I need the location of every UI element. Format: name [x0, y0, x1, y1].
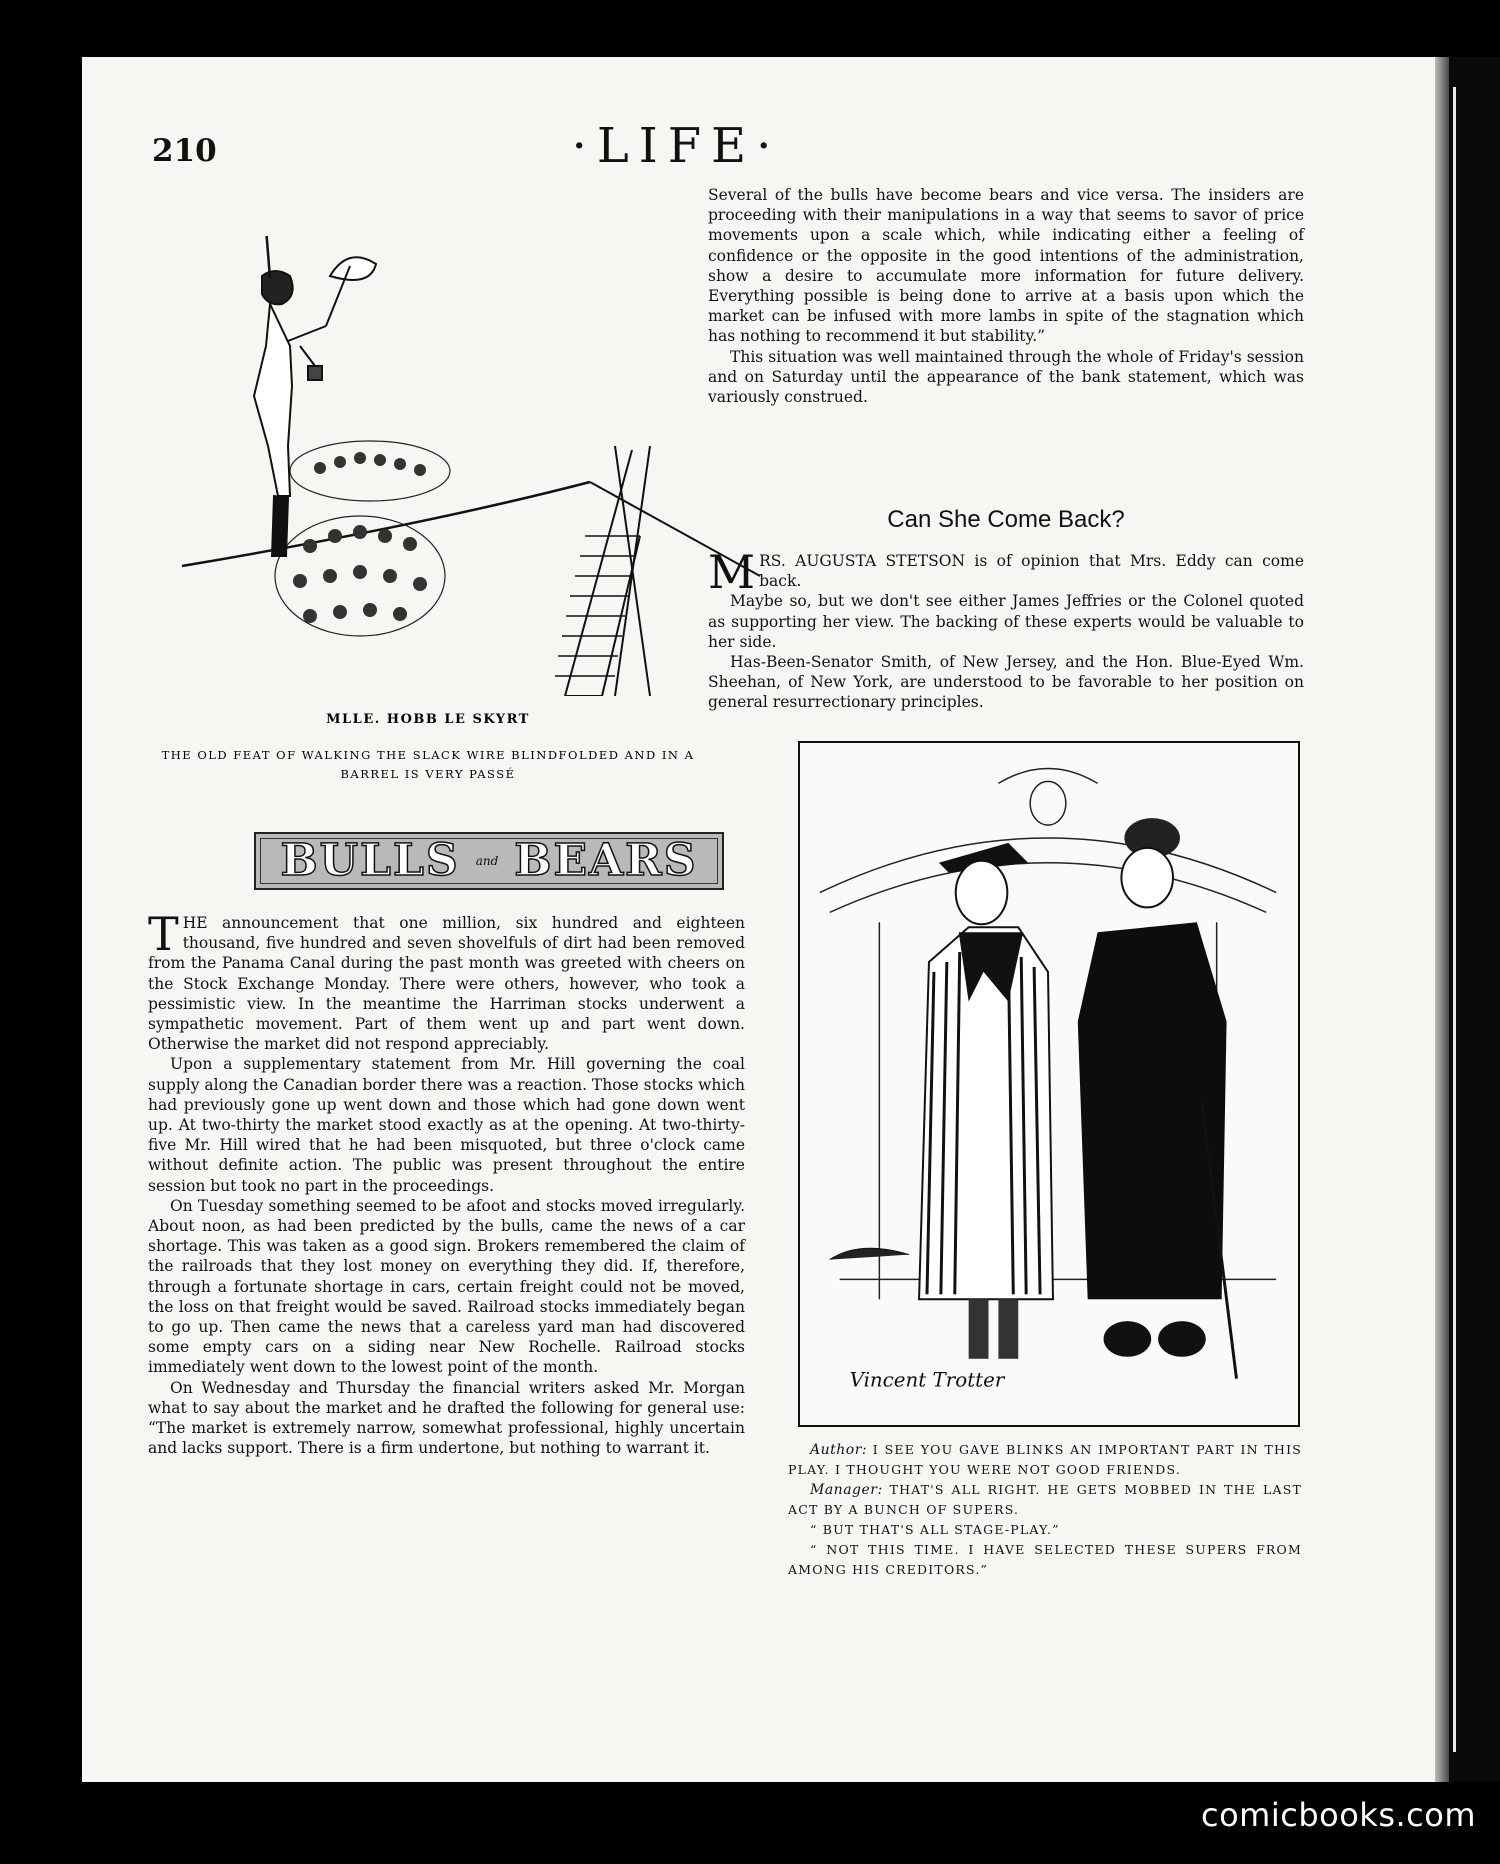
bulls-and-bears-banner [254, 832, 724, 890]
dialog-speaker: Author: [810, 1442, 868, 1458]
bulls-bears-continued [708, 185, 1304, 407]
article-dropcap: T [148, 907, 179, 961]
come-back-headline: Can She Come Back? [887, 506, 1125, 533]
site-watermark: comicbooks.com [1200, 1796, 1476, 1834]
bulls-bears-article [148, 907, 745, 1458]
article-paragraph: Several of the bulls have become bears and vice versa. The insiders are proceeding with their manipulations in a way that seems to savor of price movements upon a scale which, while indicating either a feeling of confidence or the opposite in the good intentions of the administration, show a desire to accumulate more information for future delivery. Everything possible is being done to arrive at a basis upon which the market can be infused with more lambs in spite of the stagnation which has nothing to recommend it but stability.” [708, 186, 1304, 346]
page-edge-shadow [1435, 57, 1449, 1782]
page-number: 210 [152, 133, 217, 169]
dialog-line: “ BUT THAT'S ALL STAGE-PLAY.” [810, 1522, 1060, 1537]
dialog-line: THAT'S ALL RIGHT. HE GETS MOBBED IN THE LAST ACT BY A BUNCH OF SUPERS. [788, 1482, 1302, 1517]
cartoon-title: MLLE. HOBB LE SKYRT [326, 712, 530, 727]
next-page-strip [1449, 57, 1500, 1782]
article-paragraph: This situation was well maintained through the whole of Friday's session and on Saturday until the appearance of the bank statement, which was variously construed. [708, 347, 1304, 407]
banner-bulls: BULLS [280, 835, 460, 886]
masthead-title: ·LIFE· [571, 118, 782, 174]
article-paragraph: Has-Been-Senator Smith, of New Jersey, and the Hon. Blue-Eyed Wm. Sheehan, of New York, are understood to be favorable to her position on general resurrectionary principles. [708, 653, 1304, 712]
article-paragraph: On Tuesday something seemed to be afoot and stocks moved irregularly. About noon, as had been predicted by the bulls, came the news of a car shortage. This was taken as a good sign. Brokers remembered the claim of the railroads that they lost money on everything they did. If, therefore, through a fortunate shortage in cars, certain freight could not be moved, the loss on that freight would be saved. Railroad stocks immediately began to go up. Then came the news that a careless yard man had discovered some empty cars on a siding near New Rochelle. Railroad stocks immediately went down to the lowest point of the month. [148, 1196, 745, 1377]
article-paragraph: On Wednesday and Thursday the financial writers asked Mr. Morgan what to say about the market and he drafted the following for general use: “The market is extremely narrow, somewhat professional, highly uncertain and lacks support. There is a firm undertone, but nothing to warrant it. [148, 1378, 745, 1458]
come-back-article [708, 545, 1304, 713]
article-paragraph: Upon a supplementary statement from Mr. Hill governing the coal supply along the Canadian border there was a reaction. Those stocks which had previously gone up went down and those which had gone down went up. At two-thirty the market stood exactly as at the opening. At two-thirty-five Mr. Hill wired that he had been misquoted, but three o'clock came without definite action. The public was present throughout the entire session but took no part in the proceedings. [148, 1055, 745, 1195]
cartoon-dialog [788, 1440, 1302, 1580]
tightrope-cartoon [170, 236, 762, 696]
article-dropcap: M [708, 545, 756, 599]
banner-bears: BEARS [514, 835, 698, 886]
article-paragraph: HE announcement that one million, six hundred and eighteen thousand, five hundred and seven shovelfuls of dirt had been removed from the Panama Canal during the past month was greeted with cheers on the Stock Exchange Monday. There were others, however, who took a pessimistic view. In the meantime the Harriman stocks underwent a sympathetic movement. Part of them went up and part went down. Otherwise the market did not respond appreciably. [148, 914, 745, 1054]
banner-and: and [475, 854, 499, 868]
artist-signature: Vincent Trotter [849, 1368, 1005, 1392]
article-paragraph: Maybe so, but we don't see either James Jeffries or the Colonel quoted as supporting her view. The backing of these experts would be valuable to her side. [708, 592, 1304, 651]
theater-cartoon [798, 741, 1300, 1427]
article-paragraph: RS. AUGUSTA STETSON is of opinion that Mrs. Eddy can come back. [759, 552, 1304, 591]
dialog-line: I SEE YOU GAVE BLINKS AN IMPORTANT PART IN THIS PLAY. I THOUGHT YOU WERE NOT GOOD FRIENDS. [788, 1442, 1302, 1477]
cartoon-caption: THE OLD FEAT OF WALKING THE SLACK WIRE BLINDFOLDED AND IN A BARREL IS VERY PASSÉ [161, 748, 695, 781]
dialog-speaker: Manager: [810, 1482, 883, 1498]
dialog-line: “ NOT THIS TIME. I HAVE SELECTED THESE SUPERS FROM AMONG HIS CREDITORS.” [788, 1542, 1302, 1577]
